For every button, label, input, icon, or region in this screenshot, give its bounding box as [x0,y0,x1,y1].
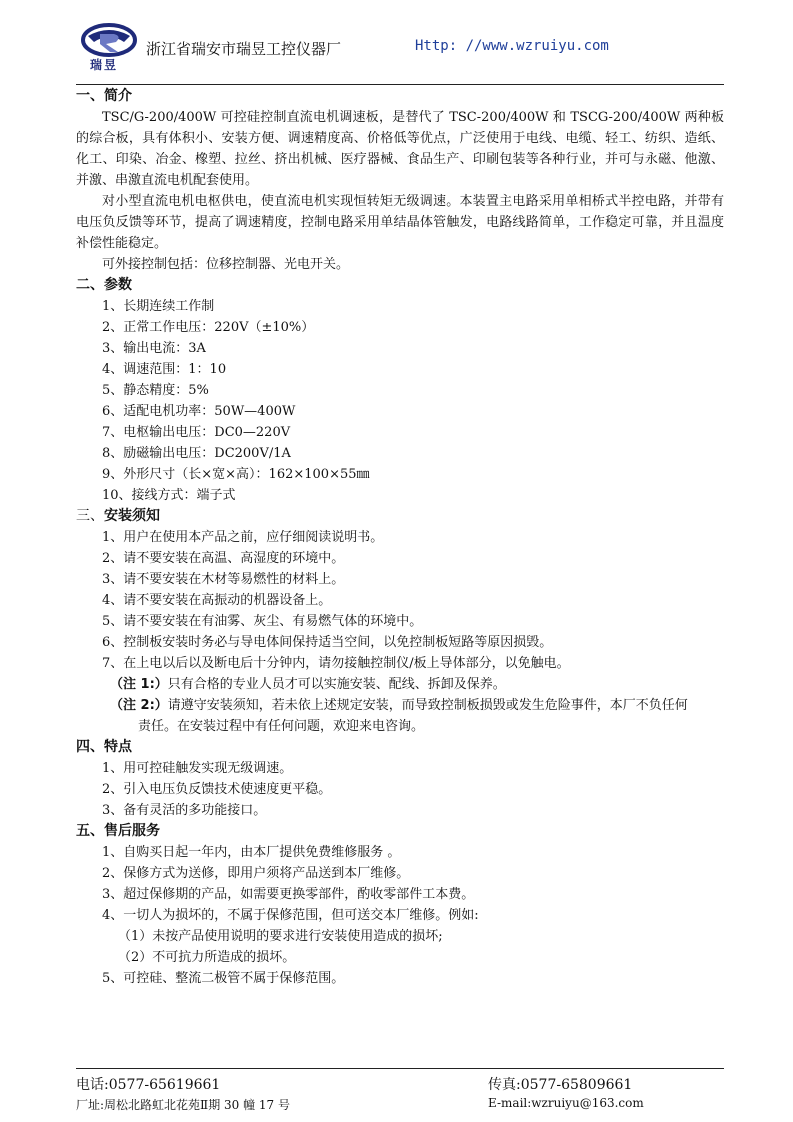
note-text-continued: 责任。在安装过程中有任何问题，欢迎来电咨询。 [138,719,425,734]
document-body [76,86,724,989]
param-item: 2、正常工作电压：220V（±10%） [102,320,315,335]
install-note-1 [76,674,724,695]
feature-item: 2、引入电压负反馈技术使速度更平稳。 [102,782,332,797]
param-item: 9、外形尺寸（长×宽×高）：162×100×55㎜ [102,467,370,482]
intro-paragraph: 可外接控制包括：位移控制器、光电开关。 [102,257,350,272]
param-item: 8、励磁输出电压：DC200V/1A [102,446,291,461]
install-item: 5、请不要安装在有油雾、灰尘、有易燃气体的环境中。 [102,614,423,629]
footer-divider [76,1068,724,1069]
header-divider [76,84,724,85]
section-heading-intro: 一、简介 [76,88,132,104]
param-item: 3、输出电流：3A [102,341,206,356]
param-item: 6、适配电机功率：50W—400W [102,404,296,419]
intro-paragraph: 对小型直流电机电枢供电，使直流电机实现恒转矩无级调速。本装置主电路采用单相桥式半控电路，并带有电压负反馈等环节，提高了调速精度，控制电路采用单结晶体管触发，电路线路简单，工作稳定可靠，并且温度补偿性能稳定。 [76,194,724,251]
note-label: （注 2:） [110,698,168,713]
install-note-2 [76,695,724,737]
param-item: 10、接线方式：端子式 [102,488,236,503]
install-item: 7、在上电以后以及断电后十分钟内，请勿接触控制仪/板上导体部分，以免触电。 [102,656,570,671]
section-heading-params: 二、参数 [76,277,132,293]
footer-phone: 电话:0577-65619661 [76,1077,221,1093]
note-text: 只有合格的专业人员才可以实施安装、配线、拆卸及保养。 [167,677,506,692]
service-subitem: （1）未按产品使用说明的要求进行安装使用造成的损坏; [118,929,443,944]
install-item: 6、控制板安装时务必与导电体间保持适当空间，以免控制板短路等原因损毁。 [102,635,553,650]
install-item: 4、请不要安装在高振动的机器设备上。 [102,593,332,608]
logo-text: 瑞昱 [90,58,119,72]
note-label: （注 1:） [110,677,168,692]
website-link[interactable]: Http: //www.wzruiyu.com [415,38,609,54]
service-item: 5、可控硅、整流二极管不属于保修范围。 [102,971,345,986]
param-item: 7、电枢输出电压：DC0—220V [102,425,291,440]
service-item: 2、保修方式为送修，即用户须将产品送到本厂维修。 [102,866,410,881]
footer-email[interactable]: E-mail:wzruiyu@163.com [488,1096,644,1110]
service-subitem: （2）不可抗力所造成的损坏。 [118,950,296,965]
footer-address: 厂址:周松北路虹北花苑Ⅱ期 30 幢 17 号 [76,1098,290,1112]
section-heading-service: 五、售后服务 [76,823,160,839]
note-text: 请遵守安装须知，若未依上述规定安装，而导致控制板损毁或发生危险事件，本厂不负任何 [167,698,688,713]
section-heading-features: 四、特点 [76,739,132,755]
install-item: 1、用户在使用本产品之前，应仔细阅读说明书。 [102,530,384,545]
param-item: 5、静态精度：5% [102,383,209,398]
footer-fax: 传真:0577-65809661 [488,1077,633,1093]
company-name: 浙江省瑞安市瑞昱工控仪器厂 [146,40,342,58]
intro-paragraph: TSC/G-200/400W 可控硅控制直流电机调速板，是替代了 TSC-200/400W 和 TSCG-200/400W 两种板的综合板，具有体积小、安装方便、调速精度高、价格低等优点，广泛使用于电线、电缆、轻工、纺织、造纸、化工、印染、冶金、橡塑、拉丝、挤出机械、医疗器械、食品生产、印刷包装等各种行业，并可与永磁、他激、并激、串激直流电机配套使用。 [76,110,724,188]
param-item: 1、长期连续工作制 [102,299,215,314]
param-item: 4、调速范围：1：10 [102,362,227,377]
service-item: 4、一切人为损坏的，不属于保修范围，但可送交本厂维修。例如: [102,908,479,923]
install-item: 2、请不要安装在高温、高湿度的环境中。 [102,551,345,566]
service-item: 1、自购买日起一年内，由本厂提供免费维修服务 。 [102,845,401,860]
feature-item: 3、备有灵活的多功能接口。 [102,803,267,818]
section-heading-install [76,506,724,527]
page-header [80,22,720,82]
service-item: 3、超过保修期的产品，如需要更换零部件，酌收零部件工本费。 [102,887,475,902]
install-item: 3、请不要安装在木材等易燃性的材料上。 [102,572,345,587]
heading-text: 安装须知 [104,508,160,524]
heading-number: 三、 [76,508,104,524]
feature-item: 1、用可控硅触发实现无级调速。 [102,761,293,776]
